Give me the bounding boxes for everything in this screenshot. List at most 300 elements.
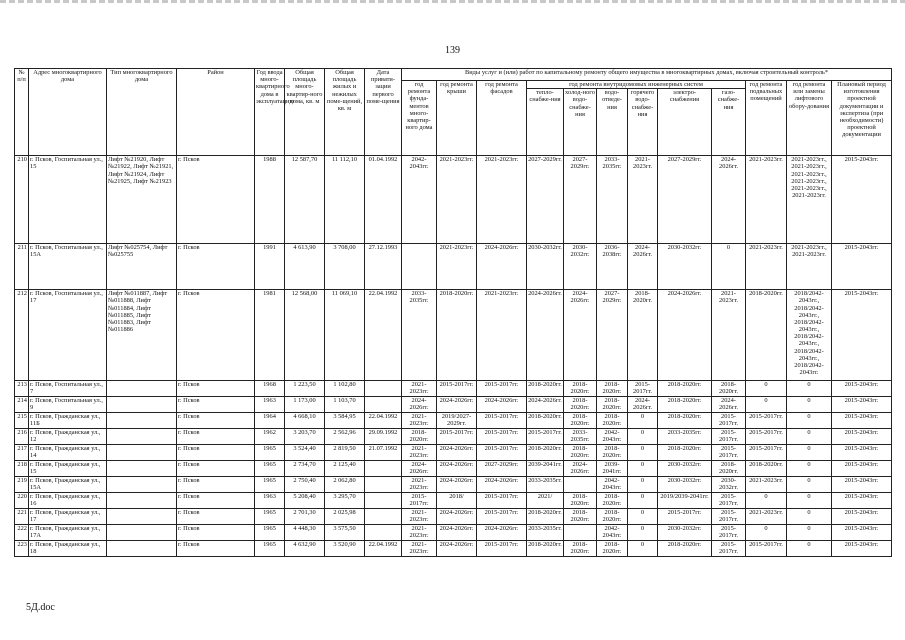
cell-gas: 2018-2020гг. (712, 461, 746, 477)
cell-roof: 2024-2026гг. (437, 525, 477, 541)
cell-sewer: 2018-2020гг. (597, 493, 628, 509)
cell-elec: 2027-2029гг. (658, 156, 712, 244)
cell-n: 223 (15, 541, 29, 557)
cell-total: 1 173,00 (285, 397, 325, 413)
cell-elec: 2018-2020гг. (658, 541, 712, 557)
cell-heat: 2021/ (527, 493, 564, 509)
cell-elec: 2033-2035гг. (658, 429, 712, 445)
cell-cold: 2030-2032гг. (564, 244, 597, 290)
cell-living: 2 025,98 (325, 509, 365, 525)
cell-district: г. Псков (177, 509, 255, 525)
cell-plan: 2015-2043гг. (832, 477, 892, 493)
cell-priv (365, 509, 402, 525)
col-num: № п/п (15, 69, 29, 156)
cell-elev: 0 (787, 461, 832, 477)
cell-sewer: 2039-2041гг. (597, 461, 628, 477)
cell-address: г. Псков, Гражданская ул., 17 (29, 509, 107, 525)
cell-roof: 2024-2026гг. (437, 445, 477, 461)
cell-year: 1963 (255, 397, 285, 413)
cell-roof: 2015-2017гг. (437, 381, 477, 397)
cell-base: 0 (746, 381, 787, 397)
cell-base: 0 (746, 493, 787, 509)
cell-elev: 2018/2042-2043гг., 2018/2042-2043гг., 2018/2042-2043гг., 2018/2042-2043гг., 2018/2042-2043гг., 2018/2042-2043гг. (787, 290, 832, 381)
cell-total: 3 203,70 (285, 429, 325, 445)
cell-roof: 2024-2026гг. (437, 477, 477, 493)
cell-address: г. Псков, Госпитальная ул., 15А (29, 244, 107, 290)
col-roof: год ремонта крыши (437, 81, 477, 156)
cell-address: г. Псков, Гражданская ул., 11Б (29, 413, 107, 429)
cell-type (107, 509, 177, 525)
cell-cold: 2018-2020гг. (564, 509, 597, 525)
col-gas: газо-снабже-ния (712, 89, 746, 156)
cell-hot: 0 (628, 429, 658, 445)
cell-year: 1962 (255, 429, 285, 445)
table-row (15, 461, 892, 477)
cell-elev: 0 (787, 541, 832, 557)
cell-facade: 2015-2017гг. (477, 493, 527, 509)
cell-living: 3 575,50 (325, 525, 365, 541)
cell-hot: 0 (628, 413, 658, 429)
cell-elec: 2015-2017гг. (658, 509, 712, 525)
cell-sewer: 2018-2020гг. (597, 541, 628, 557)
cell-roof: 2024-2026гг. (437, 509, 477, 525)
cell-elev: 0 (787, 445, 832, 461)
cell-base: 2021-2023гг. (746, 477, 787, 493)
cell-address: г. Псков, Госпитальная ул., 17 (29, 290, 107, 381)
cell-year: 1988 (255, 156, 285, 244)
cell-elev: 0 (787, 381, 832, 397)
cell-plan: 2015-2043гг. (832, 493, 892, 509)
cell-cold: 2024-2026гг. (564, 290, 597, 381)
cell-district: г. Псков (177, 445, 255, 461)
cell-facade: 2021-2023гг. (477, 290, 527, 381)
table-row (15, 445, 892, 461)
table-row (15, 525, 892, 541)
cell-cold (564, 525, 597, 541)
cell-plan: 2015-2043гг. (832, 509, 892, 525)
cell-year: 1963 (255, 493, 285, 509)
capital-repair-table (14, 68, 892, 557)
cell-heat: 2018-2020гг. (527, 445, 564, 461)
cell-priv: 01.04.1992 (365, 156, 402, 244)
cell-priv (365, 493, 402, 509)
cell-year: 1965 (255, 461, 285, 477)
cell-base: 2015-2017гг. (746, 541, 787, 557)
cell-sewer: 2042-2043гг. (597, 429, 628, 445)
cell-heat: 2018-2020гг. (527, 509, 564, 525)
cell-base: 2021-2023гг. (746, 509, 787, 525)
cell-living: 1 103,70 (325, 397, 365, 413)
cell-n: 212 (15, 290, 29, 381)
cell-cold: 2033-2035гг. (564, 429, 597, 445)
cell-gas: 2021-2023гг. (712, 290, 746, 381)
cell-hot: 0 (628, 477, 658, 493)
cell-district: г. Псков (177, 493, 255, 509)
cell-facade: 2024-2026гг. (477, 397, 527, 413)
cell-found: 2033-2035гг. (402, 290, 437, 381)
cell-roof: 2021-2023гг. (437, 244, 477, 290)
cell-priv (365, 525, 402, 541)
cell-n: 220 (15, 493, 29, 509)
cell-living: 3 520,90 (325, 541, 365, 557)
cell-gas: 2015-2017гг. (712, 445, 746, 461)
cell-total: 5 208,40 (285, 493, 325, 509)
cell-gas: 2015-2017гг. (712, 509, 746, 525)
cell-gas: 2015-2017гг. (712, 493, 746, 509)
cell-type (107, 477, 177, 493)
cell-sewer: 2036-2038гг. (597, 244, 628, 290)
cell-plan: 2015-2043гг. (832, 397, 892, 413)
cell-roof: 2018-2020гг. (437, 290, 477, 381)
cell-heat: 2018-2020гг. (527, 413, 564, 429)
cell-found: 2021-2023гг. (402, 509, 437, 525)
cell-sewer: 2042-2043гг. (597, 477, 628, 493)
cell-living: 11 112,10 (325, 156, 365, 244)
col-cold-water: холод-ного водо-снабже-ния (564, 89, 597, 156)
cell-sewer: 2018-2020гг. (597, 413, 628, 429)
cell-hot: 0 (628, 445, 658, 461)
cell-living: 3 295,70 (325, 493, 365, 509)
cell-found: 2021-2023гг. (402, 541, 437, 557)
cell-heat: 2039-2041гг. (527, 461, 564, 477)
col-works-group: Виды услуг и (или) работ по капитальному ремонту общего имущества в многоквартирных домах, включая строительный контроль* (402, 69, 892, 81)
cell-elec: 2030-2032гг. (658, 477, 712, 493)
cell-type (107, 445, 177, 461)
cell-sewer: 2033-2035гг. (597, 156, 628, 244)
cell-hot: 0 (628, 525, 658, 541)
cell-total: 3 524,40 (285, 445, 325, 461)
cell-base: 2021-2023гг. (746, 156, 787, 244)
cell-address: г. Псков, Гражданская ул., 15А (29, 477, 107, 493)
cell-elev: 0 (787, 477, 832, 493)
cell-plan: 2015-2043гг. (832, 445, 892, 461)
cell-address: г. Псков, Госпитальная ул., 7 (29, 381, 107, 397)
cell-heat: 2018-2020гг. (527, 381, 564, 397)
cell-priv: 21.07.1992 (365, 445, 402, 461)
cell-sewer: 2018-2020гг. (597, 509, 628, 525)
cell-sewer: 2018-2020гг. (597, 397, 628, 413)
cell-hot: 2015-2017гг. (628, 381, 658, 397)
cell-n: 218 (15, 461, 29, 477)
cell-heat: 2033-2035гг. (527, 477, 564, 493)
table-row (15, 541, 892, 557)
cell-elec: 2030-2032гг. (658, 461, 712, 477)
cell-elec: 2018-2020гг. (658, 413, 712, 429)
cell-living: 2 562,96 (325, 429, 365, 445)
cell-facade: 2015-2017гг. (477, 541, 527, 557)
cell-base: 2018-2020гг. (746, 290, 787, 381)
cell-gas: 2030-2032гг. (712, 477, 746, 493)
cell-plan: 2015-2043гг. (832, 290, 892, 381)
table-row (15, 477, 892, 493)
cell-elev: 0 (787, 397, 832, 413)
cell-cold: 2018-2020гг. (564, 413, 597, 429)
col-total-area: Общая площадь много-квартир-ного дома, кв. м (285, 69, 325, 156)
col-hot-water: горячего водо-снабже-ния (628, 89, 658, 156)
col-year: Год ввода много-квартирного дома в эксплуатацию (255, 69, 285, 156)
cell-roof: 2024-2026гг. (437, 541, 477, 557)
cell-hot: 2024-2026гг. (628, 244, 658, 290)
table-row (15, 156, 892, 244)
cell-roof: 2021-2023гг. (437, 156, 477, 244)
cell-priv (365, 477, 402, 493)
cell-cold (564, 477, 597, 493)
cell-roof: 2018/ (437, 493, 477, 509)
cell-year: 1965 (255, 477, 285, 493)
cell-cold: 2018-2020гг. (564, 493, 597, 509)
cell-cold: 2027-2029гг. (564, 156, 597, 244)
col-privatization: Дата привати-зации первого поме-щения (365, 69, 402, 156)
cell-gas: 2024-2026гг. (712, 397, 746, 413)
cell-year: 1965 (255, 541, 285, 557)
col-sewer: водо-отведе-ния (597, 89, 628, 156)
cell-found: 2018-2020гг. (402, 429, 437, 445)
cell-gas: 2024-2026гг. (712, 156, 746, 244)
cell-found: 2042-2043гг. (402, 156, 437, 244)
cell-total: 4 632,90 (285, 541, 325, 557)
cell-elev: 0 (787, 509, 832, 525)
cell-sewer: 2018-2020гг. (597, 381, 628, 397)
cell-base: 2021-2023гг. (746, 244, 787, 290)
cell-type (107, 525, 177, 541)
cell-facade: 2021-2023гг. (477, 156, 527, 244)
cell-facade: 2015-2017гг. (477, 445, 527, 461)
cell-district: г. Псков (177, 156, 255, 244)
cell-n: 214 (15, 397, 29, 413)
cell-roof: 2019/2027-2029гг. (437, 413, 477, 429)
cell-address: г. Псков, Гражданская ул., 12 (29, 429, 107, 445)
cell-district: г. Псков (177, 525, 255, 541)
cell-n: 213 (15, 381, 29, 397)
cell-gas: 2015-2017гг. (712, 525, 746, 541)
col-heat: тепло-снабже-ния (527, 89, 564, 156)
cell-found: 2021-2023гг. (402, 525, 437, 541)
cell-hot: 2021-2023гг. (628, 156, 658, 244)
cell-plan: 2015-2043гг. (832, 429, 892, 445)
cell-year: 1964 (255, 413, 285, 429)
cell-facade: 2024-2026гг. (477, 477, 527, 493)
table-row (15, 244, 892, 290)
col-district: Район (177, 69, 255, 156)
cell-base: 2015-2017гг. (746, 413, 787, 429)
col-foundation: год ремонта фунда-ментов много-квартир-ного дома (402, 81, 437, 156)
cell-living: 3 708,00 (325, 244, 365, 290)
cell-total: 12 587,70 (285, 156, 325, 244)
cell-heat: 2024-2026гг. (527, 397, 564, 413)
cell-priv: 22.04.1992 (365, 413, 402, 429)
cell-type: Лифт №21920, Лифт №21922, Лифт №21921, Лифт №21924, Лифт №21925, Лифт №21923 (107, 156, 177, 244)
cell-found: 2021-2023гг. (402, 477, 437, 493)
cell-district: г. Псков (177, 429, 255, 445)
cell-facade: 2015-2017гг. (477, 429, 527, 445)
cell-hot: 0 (628, 509, 658, 525)
cell-facade: 2024-2026гг. (477, 244, 527, 290)
cell-address: г. Псков, Гражданская ул., 15 (29, 461, 107, 477)
cell-address: г. Псков, Гражданская ул., 18 (29, 541, 107, 557)
cell-type (107, 541, 177, 557)
cell-year: 1991 (255, 244, 285, 290)
cell-roof: 2024-2026гг. (437, 397, 477, 413)
cell-address: г. Псков, Госпитальная ул., 9 (29, 397, 107, 413)
table-row (15, 413, 892, 429)
cell-elev: 2021-2023гг., 2021-2023гг. (787, 244, 832, 290)
cell-gas: 0 (712, 244, 746, 290)
cell-found: 2021-2023гг. (402, 445, 437, 461)
cell-base: 0 (746, 397, 787, 413)
cell-district: г. Псков (177, 244, 255, 290)
cell-plan: 2015-2043гг. (832, 413, 892, 429)
cell-gas: 2015-2017гг. (712, 413, 746, 429)
cell-elec: 2019/2039-2041гг. (658, 493, 712, 509)
cell-found: 2015-2017гг. (402, 493, 437, 509)
cell-heat: 2018-2020гг. (527, 541, 564, 557)
cell-n: 222 (15, 525, 29, 541)
cell-elec: 2018-2020гг. (658, 397, 712, 413)
cell-cold: 2018-2020гг. (564, 541, 597, 557)
cell-living: 3 584,95 (325, 413, 365, 429)
cell-type (107, 493, 177, 509)
cell-priv (365, 461, 402, 477)
cell-total: 2 734,70 (285, 461, 325, 477)
cell-heat: 2027-2029гг. (527, 156, 564, 244)
cell-address: г. Псков, Госпитальная ул., 15 (29, 156, 107, 244)
col-type: Тип многоквартирного дома (107, 69, 177, 156)
cell-plan: 2015-2043гг. (832, 244, 892, 290)
cell-n: 221 (15, 509, 29, 525)
scan-edge (0, 0, 905, 3)
cell-heat: 2033-2035гг. (527, 525, 564, 541)
cell-hot: 0 (628, 541, 658, 557)
cell-n: 210 (15, 156, 29, 244)
cell-type: Лифт №011887, Лифт №011888, Лифт №011884, Лифт №011885, Лифт №011883, Лифт №011886 (107, 290, 177, 381)
cell-sewer: 2042-2043гг. (597, 525, 628, 541)
cell-living: 1 102,80 (325, 381, 365, 397)
cell-sewer: 2027-2029гг. (597, 290, 628, 381)
cell-heat: 2030-2032гг. (527, 244, 564, 290)
cell-district: г. Псков (177, 290, 255, 381)
cell-hot: 2018-2020гг. (628, 290, 658, 381)
cell-living: 2 062,80 (325, 477, 365, 493)
col-facade: год ремонта фасадов (477, 81, 527, 156)
cell-found (402, 244, 437, 290)
cell-elec: 2030-2032гг. (658, 244, 712, 290)
col-planned: Плановый период изготовления проектной документации и экспертиза (при необходимости) проектной документации (832, 81, 892, 156)
cell-plan: 2015-2043гг. (832, 461, 892, 477)
col-address: Адрес многоквартирного дома (29, 69, 107, 156)
cell-found: 2021-2023гг. (402, 381, 437, 397)
col-basement: год ремонта подвальных помещений (746, 81, 787, 156)
cell-district: г. Псков (177, 381, 255, 397)
cell-year: 1965 (255, 525, 285, 541)
cell-type (107, 429, 177, 445)
cell-total: 4 613,90 (285, 244, 325, 290)
cell-living: 2 125,40 (325, 461, 365, 477)
footer-filename: 5Д.doc (26, 602, 55, 613)
cell-hot: 0 (628, 493, 658, 509)
cell-total: 12 568,00 (285, 290, 325, 381)
cell-facade: 2027-2029гг. (477, 461, 527, 477)
cell-elev: 0 (787, 493, 832, 509)
cell-n: 217 (15, 445, 29, 461)
table-row (15, 290, 892, 381)
cell-found: 2024-2026гг. (402, 461, 437, 477)
cell-address: г. Псков, Гражданская ул., 16 (29, 493, 107, 509)
cell-cold: 2018-2020гг. (564, 381, 597, 397)
cell-type (107, 461, 177, 477)
table-row (15, 509, 892, 525)
cell-priv: 29.09.1992 (365, 429, 402, 445)
cell-living: 2 819,50 (325, 445, 365, 461)
cell-elev: 0 (787, 429, 832, 445)
cell-base: 2015-2017гг. (746, 429, 787, 445)
cell-cold: 2018-2020гг. (564, 397, 597, 413)
col-elevator: год ремонта или замены лифтового обору-дования (787, 81, 832, 156)
cell-hot: 0 (628, 461, 658, 477)
cell-address: г. Псков, Гражданская ул., 17А (29, 525, 107, 541)
cell-facade: 2015-2017гг. (477, 509, 527, 525)
cell-district: г. Псков (177, 541, 255, 557)
cell-type (107, 381, 177, 397)
cell-type (107, 413, 177, 429)
cell-heat: 2015-2017гг. (527, 429, 564, 445)
cell-plan: 2015-2043гг. (832, 541, 892, 557)
cell-gas: 2015-2017гг. (712, 541, 746, 557)
cell-type (107, 397, 177, 413)
col-systems-group: год ремонта внутридомовых инженерных систем (527, 81, 746, 89)
cell-plan: 2015-2043гг. (832, 525, 892, 541)
cell-base: 2015-2017гг. (746, 445, 787, 461)
cell-facade: 2015-2017гг. (477, 413, 527, 429)
col-electric: электро-снабжения (658, 89, 712, 156)
cell-district: г. Псков (177, 397, 255, 413)
cell-plan: 2015-2043гг. (832, 381, 892, 397)
cell-type: Лифт №025754, Лифт №025755 (107, 244, 177, 290)
cell-district: г. Псков (177, 461, 255, 477)
cell-heat: 2024-2026гг. (527, 290, 564, 381)
table-row (15, 397, 892, 413)
cell-sewer: 2018-2020гг. (597, 445, 628, 461)
cell-priv: 22.04.1992 (365, 290, 402, 381)
cell-cold: 2018-2020гг. (564, 445, 597, 461)
cell-plan: 2015-2043гг. (832, 156, 892, 244)
cell-facade: 2015-2017гг. (477, 381, 527, 397)
cell-found: 2021-2023гг. (402, 413, 437, 429)
cell-base: 0 (746, 525, 787, 541)
cell-district: г. Псков (177, 477, 255, 493)
cell-elec: 2018-2020гг. (658, 445, 712, 461)
cell-roof: 2015-2017гг. (437, 429, 477, 445)
cell-cold: 2024-2026гг. (564, 461, 597, 477)
cell-gas: 2018-2020гг. (712, 381, 746, 397)
cell-year: 1981 (255, 290, 285, 381)
cell-elev: 0 (787, 525, 832, 541)
cell-total: 2 750,40 (285, 477, 325, 493)
cell-base: 2018-2020гг. (746, 461, 787, 477)
cell-year: 1965 (255, 445, 285, 461)
table-body (15, 156, 892, 557)
cell-district: г. Псков (177, 413, 255, 429)
cell-n: 219 (15, 477, 29, 493)
cell-priv: 27.12.1993 (365, 244, 402, 290)
cell-year: 1968 (255, 381, 285, 397)
cell-total: 4 668,10 (285, 413, 325, 429)
cell-priv (365, 381, 402, 397)
cell-address: г. Псков, Гражданская ул., 14 (29, 445, 107, 461)
cell-hot: 2024-2026гг. (628, 397, 658, 413)
cell-n: 211 (15, 244, 29, 290)
table-row (15, 429, 892, 445)
cell-n: 215 (15, 413, 29, 429)
